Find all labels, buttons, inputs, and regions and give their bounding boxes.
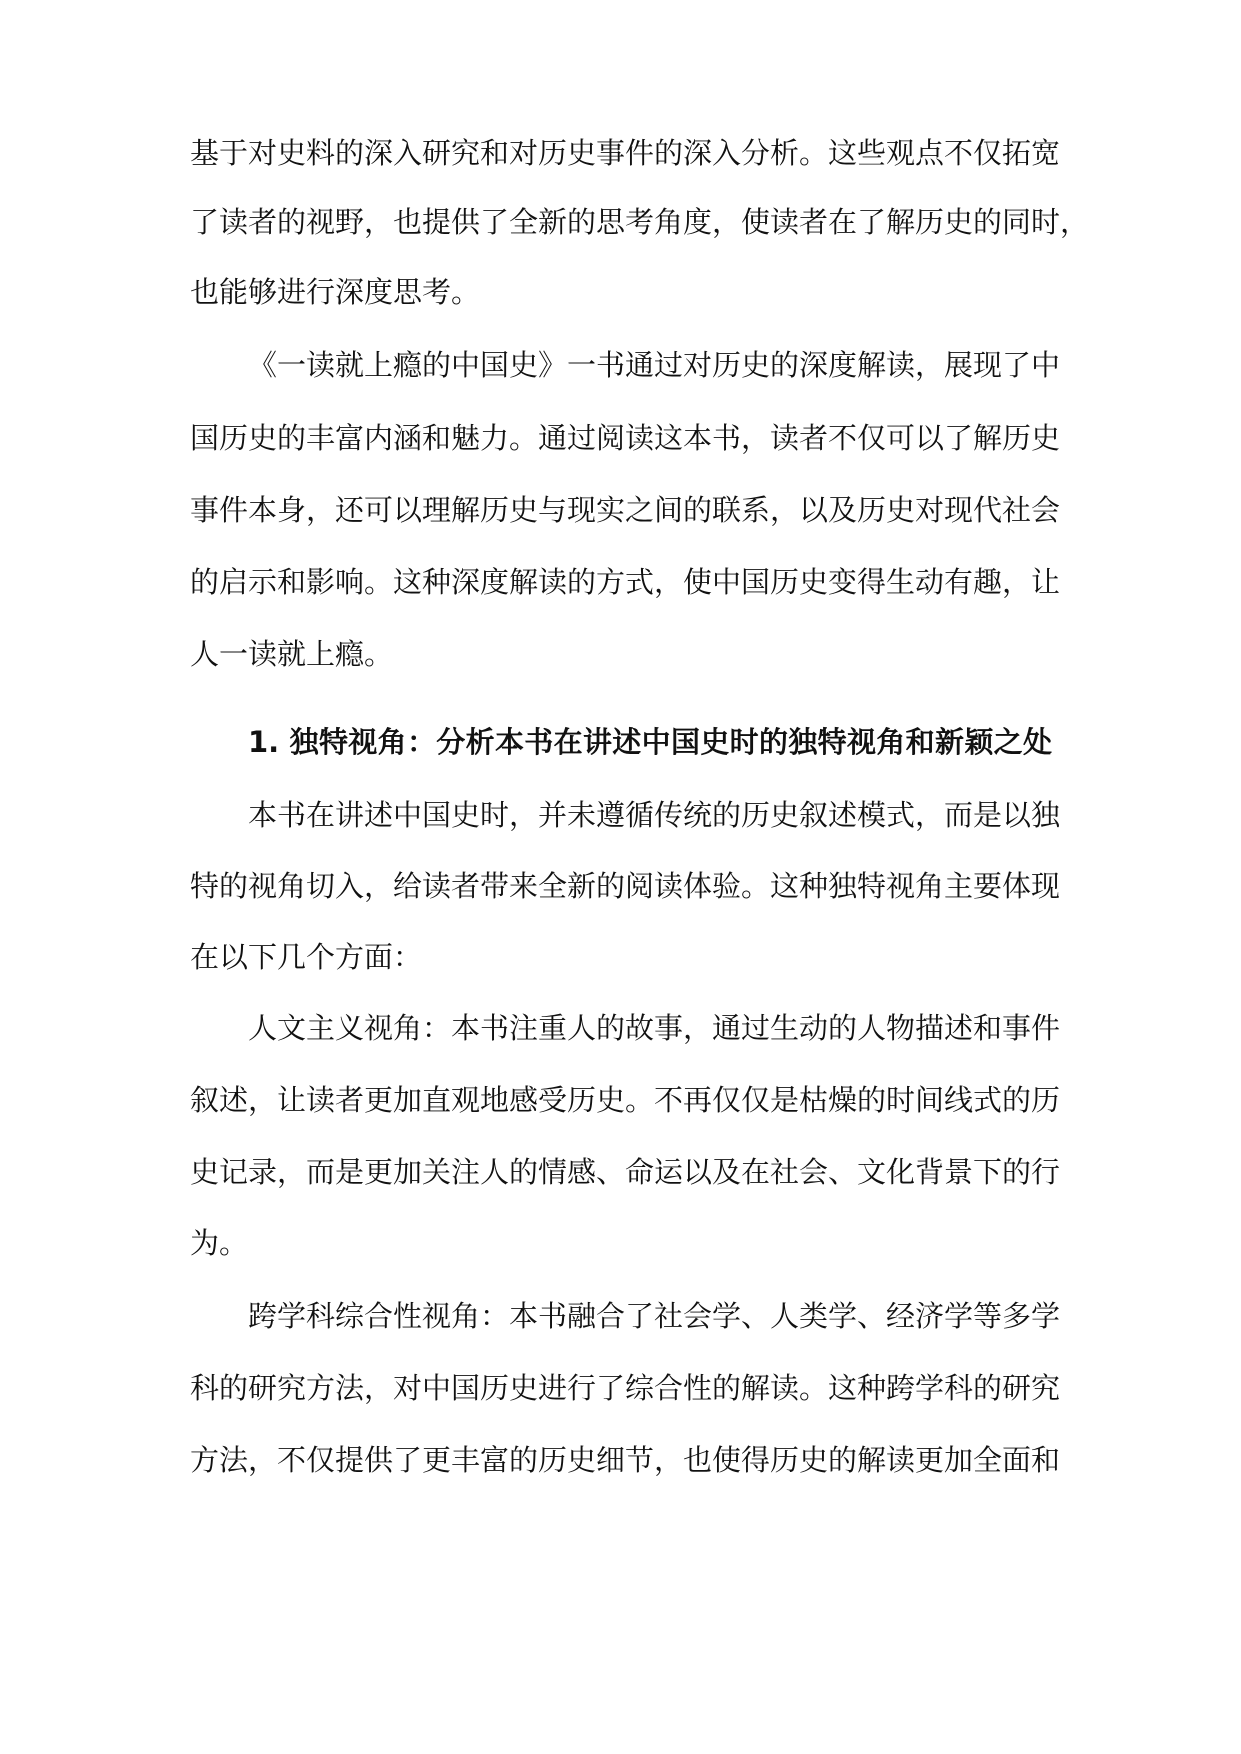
paragraph-2-line-1: 《一读就上瘾的中国史》一书通过对历史的深度解读，展现了中 <box>248 348 1061 382</box>
paragraph-5-line-2: 科的研究方法，对中国历史进行了综合性的解读。这种跨学科的研究 <box>190 1371 1061 1405</box>
paragraph-3-line-3: 在以下几个方面： <box>190 940 423 974</box>
paragraph-4-line-3: 史记录，而是更加关注人的情感、命运以及在社会、文化背景下的行 <box>190 1155 1061 1189</box>
paragraph-2-line-2: 国历史的丰富内涵和魅力。通过阅读这本书，读者不仅可以了解历史 <box>190 421 1061 455</box>
paragraph-2-line-4: 的启示和影响。这种深度解读的方式，使中国历史变得生动有趣，让 <box>190 565 1061 599</box>
paragraph-5-line-3: 方法，不仅提供了更丰富的历史细节，也使得历史的解读更加全面和 <box>190 1443 1061 1477</box>
paragraph-1-line-3: 也能够进行深度思考。 <box>190 275 481 309</box>
paragraph-4-line-2: 叙述，让读者更加直观地感受历史。不再仅仅是枯燥的时间线式的历 <box>190 1083 1061 1117</box>
paragraph-4-line-1: 人文主义视角：本书注重人的故事，通过生动的人物描述和事件 <box>248 1011 1061 1045</box>
paragraph-2-line-5: 人一读就上瘾。 <box>190 637 394 671</box>
paragraph-2-line-3: 事件本身，还可以理解历史与现实之间的联系，以及历史对现代社会 <box>190 493 1061 527</box>
paragraph-3-line-2: 特的视角切入，给读者带来全新的阅读体验。这种独特视角主要体现 <box>190 869 1061 903</box>
paragraph-1-line-2: 了读者的视野，也提供了全新的思考角度，使读者在了解历史的同时， <box>190 205 1090 239</box>
paragraph-1-line-1: 基于对史料的深入研究和对历史事件的深入分析。这些观点不仅拓宽 <box>190 136 1061 170</box>
paragraph-4-line-4: 为。 <box>190 1226 249 1260</box>
section-heading: 1. 独特视角：分析本书在讲述中国史时的独特视角和新颖之处 <box>248 725 1052 759</box>
paragraph-3-line-1: 本书在讲述中国史时，并未遵循传统的历史叙述模式，而是以独 <box>248 798 1061 832</box>
paragraph-5-line-1: 跨学科综合性视角：本书融合了社会学、人类学、经济学等多学 <box>248 1299 1061 1333</box>
